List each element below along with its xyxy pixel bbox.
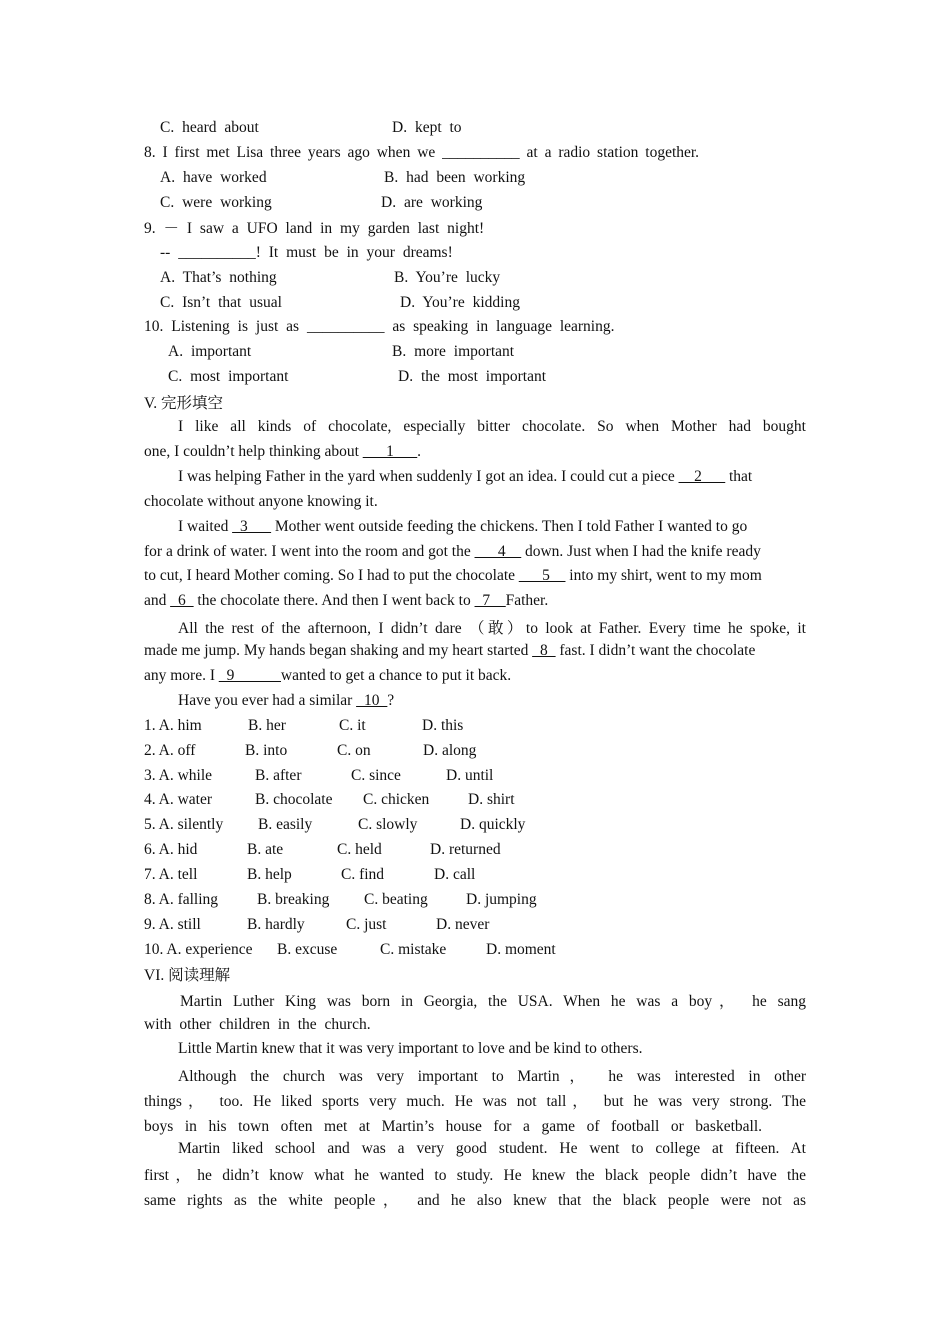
cloze-choice-5-a: 5. A. silently (144, 816, 224, 833)
cloze-choice-9-b: B. hardly (247, 916, 305, 933)
reading-paragraph-3-line-1: Although the church was very important to Martin， he was interested in other (178, 1068, 806, 1085)
cloze-blank-2: __2___ (678, 468, 726, 485)
cloze-paragraph-3-line-1 (178, 517, 747, 537)
cloze-choice-1-d: D. this (422, 717, 464, 734)
text-run: I waited (178, 518, 233, 535)
cloze-choice-6-c: C. held (337, 841, 382, 858)
reading-paragraph-3-line-3: boys in his town often met at Martin’s house for a game of football or basketball. (144, 1118, 762, 1135)
cloze-blank-9: _9______ (218, 667, 281, 684)
q10-option-c: C. most important (168, 368, 289, 385)
cloze-paragraph-2-line-2: chocolate without anyone knowing it. (144, 493, 378, 510)
cloze-choice-9-d: D. never (436, 916, 490, 933)
reading-paragraph-1-line-2: with other children in the church. (144, 1016, 371, 1033)
reading-paragraph-2: Little Martin knew that it was very important to love and be kind to others. (178, 1040, 643, 1057)
cloze-paragraph-4-line-3 (144, 666, 511, 686)
q10-option-d: D. the most important (398, 368, 547, 385)
q7-option-d: D. kept to (392, 119, 462, 136)
cloze-choice-10-a: 10. A. experience (144, 941, 253, 958)
q9-stem: 9. － I saw a UFO land in my garden last night! (144, 220, 485, 237)
cloze-choice-7-a: 7. A. tell (144, 866, 198, 883)
cloze-choice-2-d: D. along (423, 742, 477, 759)
section-heading-cloze: V. 完形填空 (144, 395, 223, 412)
cloze-choice-8-c: C. beating (364, 891, 428, 908)
reading-paragraph-4-line-3: same rights as the white people， and he also knew that the black people were not as (144, 1192, 806, 1209)
text-run: ? (387, 692, 395, 709)
cloze-choice-5-d: D. quickly (460, 816, 526, 833)
cloze-choice-1-b: B. her (248, 717, 286, 734)
text-run: any more. I (144, 667, 219, 684)
section-heading-reading: VI. 阅读理解 (144, 967, 231, 984)
cloze-choice-9-c: C. just (346, 916, 387, 933)
cloze-choice-3-c: C. since (351, 767, 401, 784)
cloze-paragraph-3-line-2 (144, 542, 761, 562)
cloze-paragraph-1-line-2 (144, 442, 421, 462)
text-run: Father. (505, 592, 549, 609)
cloze-paragraph-4-line-2 (144, 641, 755, 661)
cloze-choice-6-a: 6. A. hid (144, 841, 198, 858)
cloze-blank-5: ___5__ (518, 567, 566, 584)
cloze-choice-2-b: B. into (245, 742, 288, 759)
cloze-blank-6: _6_ (170, 592, 194, 609)
text-run: the chocolate there. And then I went back to (193, 592, 475, 609)
cloze-choice-3-b: B. after (255, 767, 302, 784)
cloze-choice-10-d: D. moment (486, 941, 556, 958)
text-run: down. Just when I had the knife ready (521, 543, 761, 560)
cloze-choice-8-a: 8. A. falling (144, 891, 219, 908)
q10-option-b: B. more important (392, 343, 515, 360)
text-run: that (725, 468, 753, 485)
q10-option-a: A. important (168, 343, 252, 360)
cloze-choice-5-b: B. easily (258, 816, 313, 833)
q7-option-c: C. heard about (160, 119, 259, 136)
q8-stem: 8. I first met Lisa three years ago when we __________ at a radio station together. (144, 144, 700, 161)
q8-option-d: D. are working (381, 194, 483, 211)
reading-paragraph-4-line-2: first，he didn’t know what he wanted to study. He knew the black people didn’t have the (144, 1167, 806, 1184)
cloze-choice-3-d: D. until (446, 767, 494, 784)
text-run: to cut, I heard Mother coming. So I had to put the chocolate (144, 567, 519, 584)
cloze-choice-7-b: B. help (247, 866, 292, 883)
cloze-paragraph-2-line-1 (178, 467, 752, 487)
text-run: fast. I didn’t want the chocolate (555, 642, 756, 659)
cloze-paragraph-1-line-1: I like all kinds of chocolate, especially bitter chocolate. So when Mother had bought (178, 418, 806, 435)
q9-option-b: B. You’re lucky (394, 269, 501, 286)
q9-option-c: C. Isn’t that usual (160, 294, 282, 311)
cloze-choice-5-c: C. slowly (358, 816, 418, 833)
q8-option-b: B. had been working (384, 169, 526, 186)
cloze-paragraph-3-line-4 (144, 591, 548, 611)
cloze-paragraph-4-line-1: All the rest of the afternoon, I didn’t dare （敢）to look at Father. Every time he spoke, it (178, 620, 806, 637)
q10-stem: 10. Listening is just as __________ as speaking in language learning. (144, 318, 615, 335)
cloze-choice-7-c: C. find (341, 866, 385, 883)
cloze-paragraph-5 (178, 691, 394, 711)
text-run: for a drink of water. I went into the room and got the (144, 543, 475, 560)
cloze-choice-10-b: B. excuse (277, 941, 338, 958)
cloze-choice-10-c: C. mistake (380, 941, 447, 958)
q9-reply: -- __________! It must be in your dreams! (160, 244, 453, 261)
text-run: into my shirt, went to my mom (565, 567, 762, 584)
reading-paragraph-3-line-2: things， too. He liked sports very much. He was not tall， but he was very strong. The (144, 1093, 806, 1110)
cloze-choice-4-c: C. chicken (363, 791, 430, 808)
text-run: Mother went outside feeding the chickens. Then I told Father I wanted to go (270, 518, 748, 535)
text-run: made me jump. My hands began shaking and my heart started (144, 642, 533, 659)
cloze-blank-3: _3___ (232, 518, 271, 535)
cloze-choice-4-a: 4. A. water (144, 791, 213, 808)
reading-paragraph-4-line-1: Martin liked school and was a very good student. He went to college at fifteen. At (178, 1140, 806, 1157)
q8-option-c: C. were working (160, 194, 272, 211)
cloze-choice-7-d: D. call (434, 866, 476, 883)
cloze-choice-3-a: 3. A. while (144, 767, 213, 784)
text-run: . (417, 443, 421, 460)
cloze-choice-8-d: D. jumping (466, 891, 537, 908)
cloze-paragraph-3-line-3 (144, 566, 762, 586)
text-run: wanted to get a chance to put it back. (280, 667, 512, 684)
q8-option-a: A. have worked (160, 169, 267, 186)
text-run: one, I couldn’t help thinking about (144, 443, 363, 460)
text-run: and (144, 592, 171, 609)
cloze-choice-1-c: C. it (339, 717, 366, 734)
cloze-choice-2-c: C. on (337, 742, 371, 759)
cloze-choice-6-b: B. ate (247, 841, 284, 858)
cloze-blank-7: _7__ (474, 592, 506, 609)
text-run: I was helping Father in the yard when suddenly I got an idea. I could cut a piece (178, 468, 679, 485)
cloze-blank-1: ___1___ (362, 443, 418, 460)
text-run: Have you ever had a similar (178, 692, 357, 709)
reading-paragraph-1-line-1: Martin Luther King was born in Georgia, the USA. When he was a boy， he sang (180, 993, 806, 1010)
cloze-choice-4-b: B. chocolate (255, 791, 333, 808)
cloze-choice-9-a: 9. A. still (144, 916, 201, 933)
cloze-choice-6-d: D. returned (430, 841, 501, 858)
cloze-choice-2-a: 2. A. off (144, 742, 196, 759)
q9-option-d: D. You’re kidding (400, 294, 520, 311)
cloze-choice-4-d: D. shirt (468, 791, 515, 808)
cloze-blank-8: _8_ (532, 642, 556, 659)
cloze-choice-1-a: 1. A. him (144, 717, 202, 734)
cloze-choice-8-b: B. breaking (257, 891, 330, 908)
cloze-blank-10: _10_ (356, 692, 388, 709)
q9-option-a: A. That’s nothing (160, 269, 277, 286)
cloze-blank-4: ___4__ (474, 543, 522, 560)
